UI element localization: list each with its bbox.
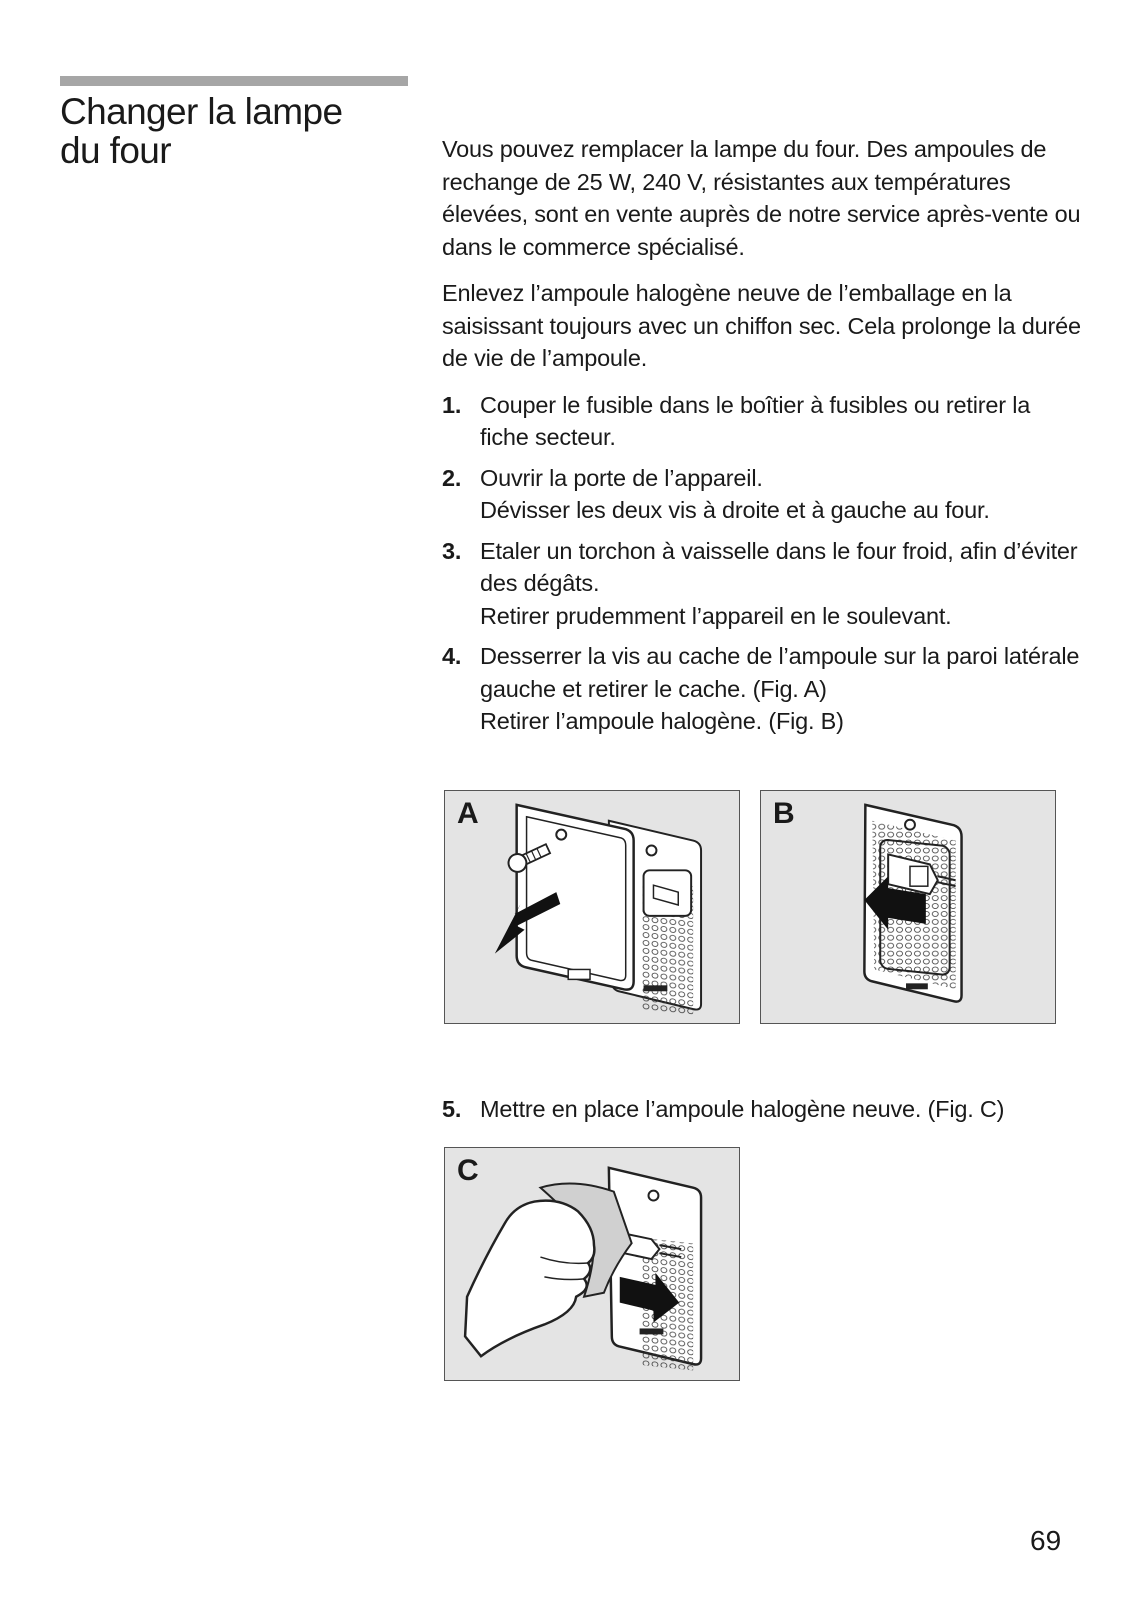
figure-label: B (773, 797, 795, 830)
step-text: Retirer l’ampoule halogène. (Fig. B) (480, 708, 844, 734)
step-text: Ouvrir la porte de l’appareil. (480, 464, 763, 491)
section-rule (60, 76, 408, 86)
step-number: 1. (442, 391, 462, 418)
step-text: Desserrer la vis au cache de l’ampoule sur la paroi latérale gauche et retirer le cache. (Fig. A) (480, 643, 1080, 702)
step-text: Couper le fusible dans le boîtier à fusibles ou retirer la fiche secteur. (480, 391, 1031, 450)
intro-paragraph: Vous pouvez remplacer la lampe du four. Des ampoules de rechange de 25 W, 240 V, résistantes aux températures élevées, sont en vente auprès de notre service après-vente ou dans le commerce spécialisé. (442, 136, 1081, 260)
figure-a (444, 790, 740, 1024)
figure-b-illustration (761, 791, 1055, 1023)
step-item (442, 535, 1082, 633)
main-content (442, 133, 1082, 746)
step-text: Etaler un torchon à vaisselle dans le four froid, afin d’éviter des dégâts. (480, 537, 1078, 596)
step-text: Dévisser les deux vis à droite et à gauche au four. (480, 497, 990, 523)
step-text: Mettre en place l’ampoule halogène neuve. (Fig. C) (480, 1096, 1005, 1122)
title-line-2: du four (60, 130, 171, 171)
intro-paragraph: Enlevez l’ampoule halogène neuve de l’emballage en la saisissant toujours avec un chiffon sec. Cela prolonge la durée de vie de l’ampoule. (442, 280, 1081, 371)
figure-c-illustration (445, 1148, 739, 1380)
page-number: 69 (1030, 1525, 1062, 1556)
step-number: 5. (442, 1096, 462, 1122)
step-number: 3. (442, 537, 462, 564)
steps-list (442, 389, 1082, 738)
step-item (442, 640, 1082, 738)
step-number: 4. (442, 643, 462, 669)
figure-b (760, 790, 1056, 1024)
step-item (442, 1093, 1102, 1126)
step-item (442, 462, 1082, 527)
step-item (442, 389, 1082, 454)
figure-a-illustration (445, 791, 739, 1023)
step-text: Retirer prudemment l’appareil en le soulevant. (480, 602, 952, 629)
figure-c (444, 1147, 740, 1381)
figure-label: C (457, 1154, 479, 1187)
step-number: 2. (442, 464, 462, 491)
section-title (60, 92, 420, 170)
figure-label: A (457, 797, 479, 830)
title-line-1: Changer la lampe (60, 91, 343, 132)
